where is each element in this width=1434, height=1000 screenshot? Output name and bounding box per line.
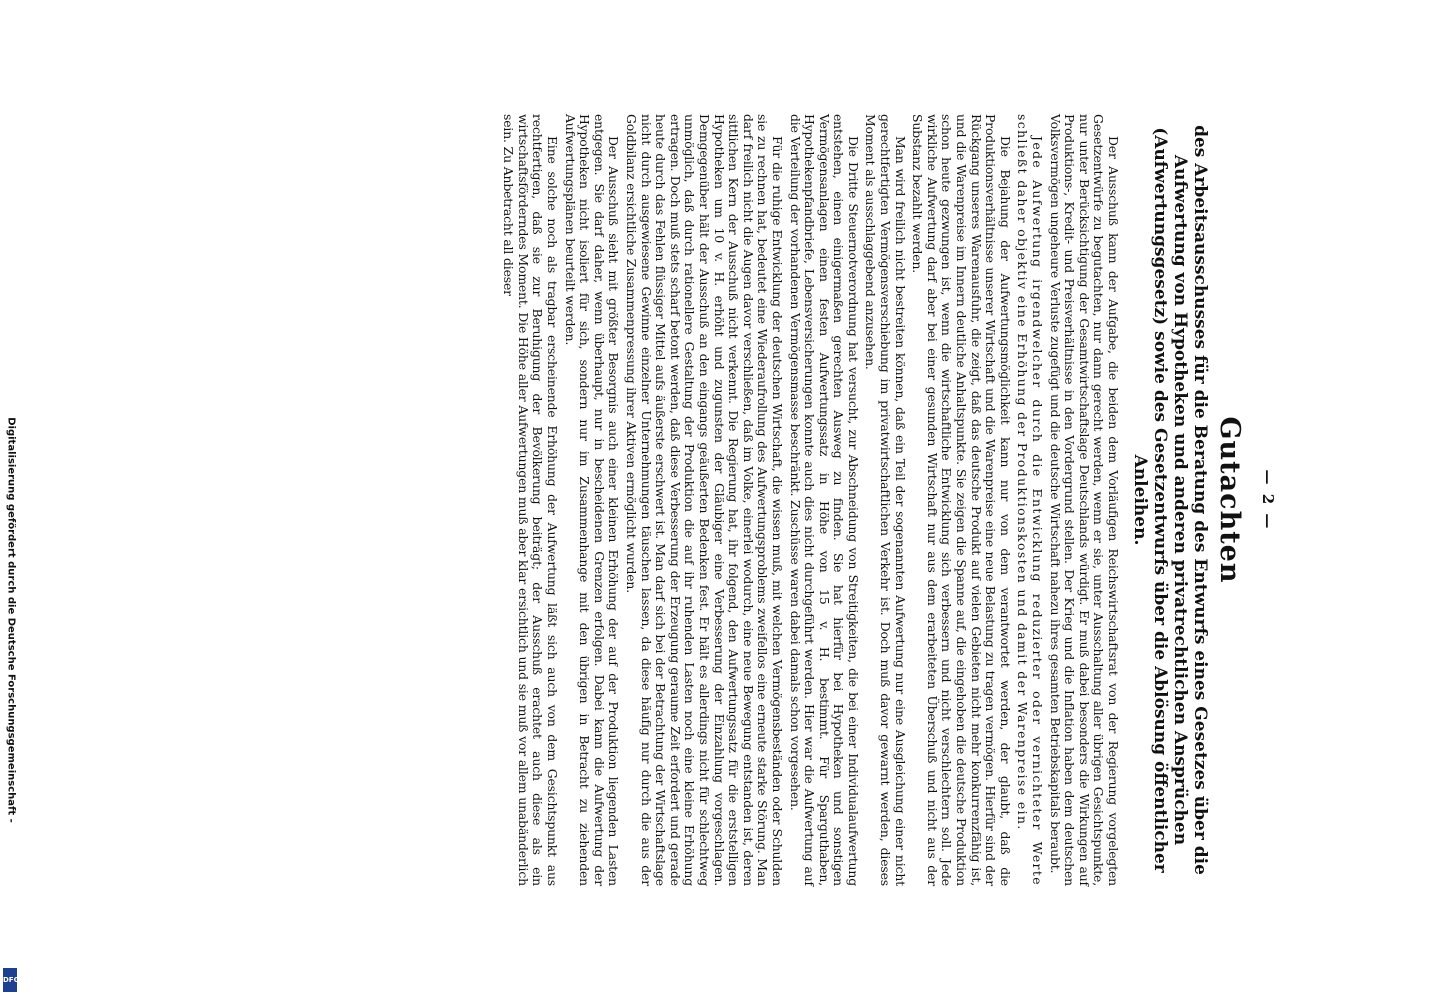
paragraph-4: Man wird freilich nicht bestreiten können, daß ein Teil der sogenannten Aufwertung nur eine Ausgleichung einer nicht gerechtfertigten Vermögensverschiebung im privatwirtschaftlichen Verkehr ist. Doch muß davor gewarnt werden, dieses Moment als ausschlaggebend anzusehen. [863,114,908,886]
document-subtitle: des Arbeitsausschusses für die Beratung des Entwurfs eines Gesetzes über die Aufwertung von Hypotheken und anderen privatrechtlichen Ansprüchen (Aufwertungsgesetz) sowie des Gesetzentwurfs über die Ablösung öffentlicher Anleihen. [1130,125,1210,875]
paragraph-5: Die Dritte Steuernotverordnung hat versucht, zur Abschneidung von Streitigkeiten, die bei einer Individualaufwertung entstehen, einen einigermaßen gerechten Ausweg zu finden. Sie hat hierfür bei Hypotheken und sonstigen Vermögensanlagen einen festen Aufwertungssatz in Höhe von 15 v. H. bestimmt. Für Sparguthaben, Hypothekenpfandbriefe, Lebensversicherungen konnte auch dies nicht durchgeführt werden. Hier war die Aufwertung auf die Verteilung der vorhandenen Vermögensmasse beschränkt. Zuschüsse waren dabei damals schon vorgesehen. [787,114,861,886]
document-title: Gutachten [1214,416,1245,584]
paragraph-7: Der Ausschuß sieht mit größter Besorgnis auch einer kleinen Erhöhung der auf der Produktion liegenden Lasten entgegen. Sie darf daher, wenn überhaupt, nur in bescheidenen Grenzen erfolgen. Dabei kann die Aufwertung der Hypotheken nicht isoliert für sich, sondern nur im Zusammenhange mit den übrigen in Betracht zu ziehenden Aufwertungsplänen beurteilt werden. [562,114,622,886]
dfg-logo: DFG [3,968,17,992]
paragraph-6: Für die ruhige Entwicklung der deutschen Wirtschaft, die wissen muß, mit welchen Vermögensbeständen oder Schulden sie zu rechnen hat, bedeutet eine Wiederaufrollung des Aufwertungsproblems zweifellos eine erneute starke Störung. Man darf freilich nicht die Augen davor verschließen, daß im Volke, einerlei wodurch, eine neue Bewegung entstanden ist, deren sittlichen Kern der Ausschuß nicht verkennt. Die Regierung hat, ihr folgend, den Aufwertungssatz für die erststelligen Hypotheken um 10 v. H. erhöht und zugunsten der Gläubiger eine Verbesserung der Einzahlung vorgeschlagen. Demgegenüber hält der Ausschuß an den eingangs geäußerten Bedenken fest. Er hält es allerdings nicht für schlechtweg unmöglich, daß durch rationellere Gestaltung der Produktion die auf ihr ruhenden Lasten noch eine kleine Erhöhung ertragen. Doch muß stets scharf betont werden, daß diese Verbesserung der Erzeugung geraume Zeit erfordert und gerade heute durch das Fehlen flüssiger Mittel aufs äußerste erschwert ist. Man darf sich bei der Betrachtung der Wirtschaftslage nicht durch ausgewiesene Gewinne einzelner Unternehmungen täuschen lassen, da diese häufig nur durch die aus der Goldbilanz ersichtliche Zusammenpressung ihrer Aktiven ermöglicht wurden. [624,114,785,886]
document-page [137,80,1297,920]
footer-credit: Digitalisierung gefördert durch die Deutsche Forschungsgemeinschaft - [5,417,17,823]
paragraph-1: Der Ausschuß kann der Aufgabe, die beiden dem Vorläufigen Reichswirtschaftsrat von der Regierung vorgelegten Gesetzentwürfe zu begutachten, nur dann gerecht werden, wenn er sie, unter Ausschaltung aller übrigen Gesichtspunkte, nur unter Berücksichtigung der Gesamtwirtschaftslage Deutschlands würdigt. Er muß dabei besonders die Wirkungen auf Produktions-, Kredit- und Preisverhältnisse in den Vordergrund stellen. Der Krieg und die Inflation haben dem deutschen Volksvermögen ungeheure Verluste zugefügt und die deutsche Wirtschaft nahezu ihres gesamten Betriebskapitals beraubt. [1047,114,1121,886]
paragraph-3: Die Bejahung der Aufwertungsmöglichkeit kann nur von dem verantwortet werden, der glaubt, daß die Produktionsverhältnisse unserer Wirtschaft und die Warenpreise eine neue Belastung zu tragen vermögen. Hierfür sind der Rückgang unseres Warenausfuhr, die zeigt, daß das deutsche Produkt auf vielen Gebieten nicht mehr konkurrenzfähig ist, und die Warenpreise im Innern deutliche Anhaltspunkte. Sie zeigen die Spanne auf, die eingehoben die deutsche Produktion schon heute gezwungen ist, wenn die wirtschaftliche Entwicklung sich verbessern und nicht verschlechtern soll. Jede wirkliche Aufwertung darf aber bei einer gesunden Wirtschaft nur aus dem erarbeiteten Überschuß und nicht aus der Substanz bezahlt werden. [910,114,1013,886]
page-number: — 2 — [1259,469,1277,531]
paragraph-2: Jede Aufwertung irgendwelcher durch die Entwicklung reduzierter oder vernichteter Werte schließt daher objektiv eine Erhöhung der Produktionskosten und damit der Warenpreise ein. [1015,114,1046,886]
digitization-footer [0,0,22,1000]
paragraph-8: Eine solche noch als tragbar erscheinende Erhöhung der Aufwertung läßt sich auch von dem Gesichtspunkt aus rechtfertigen, daß sie zur Beruhigung der Bevölkerung beiträgt; der Ausschuß erachtet auch diese als ein wirtschaftsförderndes Moment. Die Höhe aller Aufwertungen muß aber klar ersichtlich und sie muß vor allem unabänderlich sein. Zu Anbetracht all dieser [501,114,561,886]
